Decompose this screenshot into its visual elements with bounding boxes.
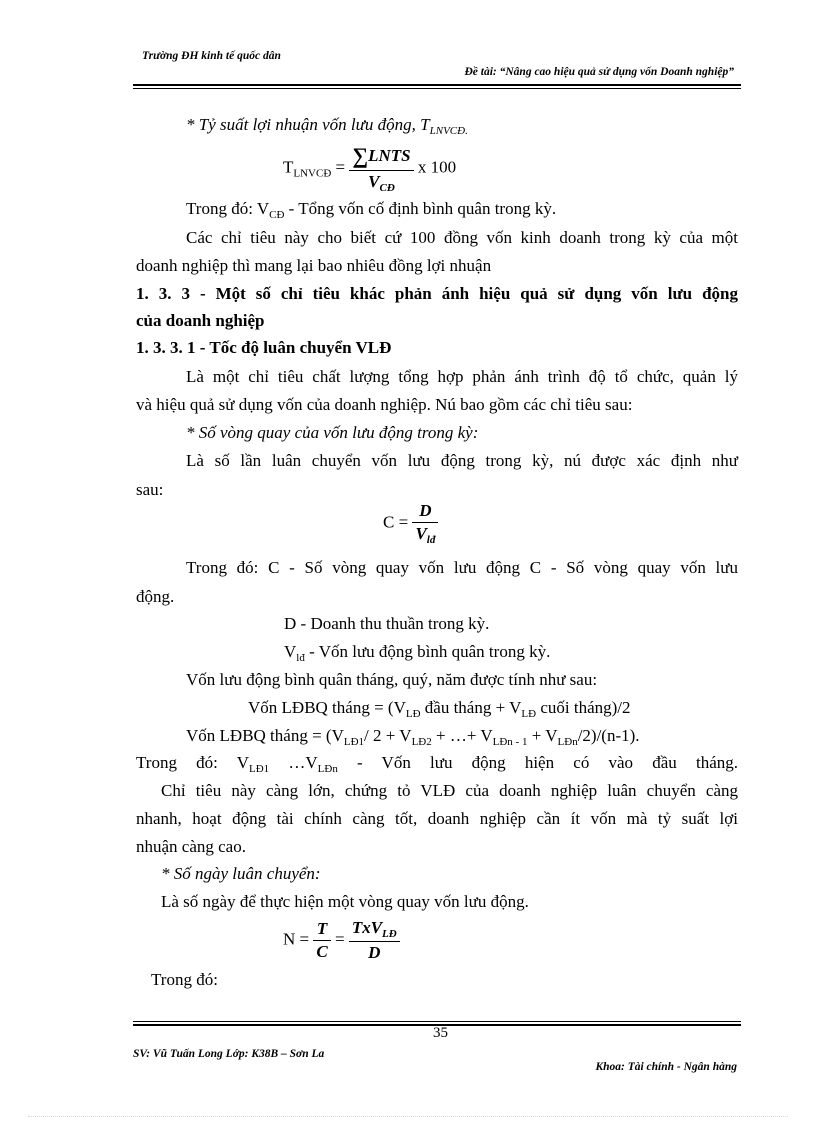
paragraph-conclusion-line2: nhanh, hoạt động tài chính càng tốt, doanh nghiệp cần ít vốn mà tỷ suất lợi (136, 809, 738, 828)
turnover-days-title: * Số ngày luân chuyển: (161, 864, 321, 883)
profit-ratio-title: * Tỷ suất lợi nhuận vốn lưu động, $T_{LNVCĐ.}$ (186, 115, 468, 137)
section-heading-1-3-3-1: 1. 3. 3. 1 - Tốc độ luân chuyển VLĐ (136, 338, 392, 357)
section-heading-1-3-3: 1. 3. 3 - Một số chỉ tiêu khác phản ánh hiệu quả sử dụng vốn lưu động (136, 284, 738, 303)
paragraph-quality-line1: Là một chỉ tiêu chất lượng tổng hợp phản ánh trình độ tổ chức, quản lý (186, 367, 738, 386)
header-rule-top (133, 84, 741, 86)
footer-student: SV: Vũ Tuấn Long Lớp: K38B – Sơn La (133, 1048, 325, 1060)
paragraph-turnover-line2: sau: (136, 480, 164, 499)
paragraph-avg-capital: Vốn lưu động bình quân tháng, quý, năm được tính như sau: (186, 670, 598, 689)
formula-turnover: C = $\frac{D}{V_{lđ}}$ (383, 501, 438, 546)
header-rule-bottom (133, 88, 741, 89)
formula-fraction: $\frac{\text{∑LNTS}}{V_{CĐ}}$ (349, 143, 413, 194)
where-last: Trong đó: (151, 970, 218, 989)
paragraph-turnover-line1: Là số lần luân chuyển vốn lưu động trong kỳ, nú được xác định như (186, 451, 738, 470)
where-c-line1: Trong đó: C - Số vòng quay vốn lưu động C - Số vòng quay vốn lưu (186, 558, 738, 577)
header-school: Trường ĐH kinh tế quốc dân (142, 50, 281, 62)
formula-fraction: $\frac{TxV_{LĐ}}{D}$ (349, 918, 400, 963)
page-bottom-border (28, 1116, 788, 1117)
formula-fraction: $\frac{T}{C}$ (313, 919, 330, 962)
paragraph-turnover-days: Là số ngày để thực hiện một vòng quay vốn lưu động. (161, 892, 529, 911)
where-vld1-vldn: Trong đó: $V_{LĐ1}$ $\dots V_{LĐn}$ - Vốn lưu động hiện có vào đầu tháng. (136, 753, 738, 775)
where-fixed-capital: Trong đó: $V_{CĐ}$ - Tổng vốn cố định bình quân trong kỳ. (186, 199, 557, 221)
paragraph-conclusion-line3: nhuận càng cao. (136, 837, 246, 856)
formula-turnover-days: N = $\frac{T}{C}$ = $\frac{TxV_{LĐ}}{D}$ (283, 918, 400, 963)
header-topic: Đề tài: “Nâng cao hiệu quả sử dụng vốn Doanh nghiệp” (464, 66, 734, 78)
paragraph-indicator-line1: Các chỉ tiêu này cho biết cứ 100 đồng vốn kinh doanh trong kỳ của một (186, 228, 738, 247)
where-vld: $V_{lđ}$ - Vốn lưu động bình quân trong kỳ. (284, 642, 551, 664)
where-c-line2: động. (136, 587, 175, 606)
formula-fraction: $\frac{D}{V_{lđ}}$ (412, 501, 438, 546)
formula-avg-month-2: Vốn LĐBQ tháng = ($V_{LĐ1}/$ $2 + V_{LĐ2}$ + …+ $V_{LĐn - 1} + V_{LĐn}/2)/(n-1)$. (186, 726, 640, 748)
footer-rule-top (133, 1021, 741, 1022)
section-heading-1-3-3-cont: của doanh nghiệp (136, 311, 265, 330)
where-d: D - Doanh thu thuần trong kỳ. (284, 614, 490, 633)
paragraph-quality-line2: và hiệu quả sử dụng vốn của doanh nghiệp. Nú bao gồm các chỉ tiêu sau: (136, 395, 633, 414)
page-number: 35 (433, 1025, 448, 1041)
paragraph-indicator-line2: doanh nghiệp thì mang lại bao nhiêu đồng lợi nhuận (136, 256, 492, 275)
turnover-count-title: * Số vòng quay của vốn lưu động trong kỳ: (186, 423, 479, 442)
formula-profit-ratio: $T_{LNVCĐ}$ = $\frac{\text{∑LNTS}}{V_{CĐ}}$ x 100 (283, 143, 457, 194)
formula-avg-month-1: Vốn LĐBQ tháng = ($V_{LĐ}$ đầu tháng + $V_{LĐ}$ cuối tháng)/2 (248, 698, 631, 720)
footer-faculty: Khoa: Tài chính - Ngân hàng (595, 1061, 737, 1073)
paragraph-conclusion-line1: Chỉ tiêu này càng lớn, chứng tỏ VLĐ của doanh nghiệp luân chuyển càng (161, 781, 738, 800)
